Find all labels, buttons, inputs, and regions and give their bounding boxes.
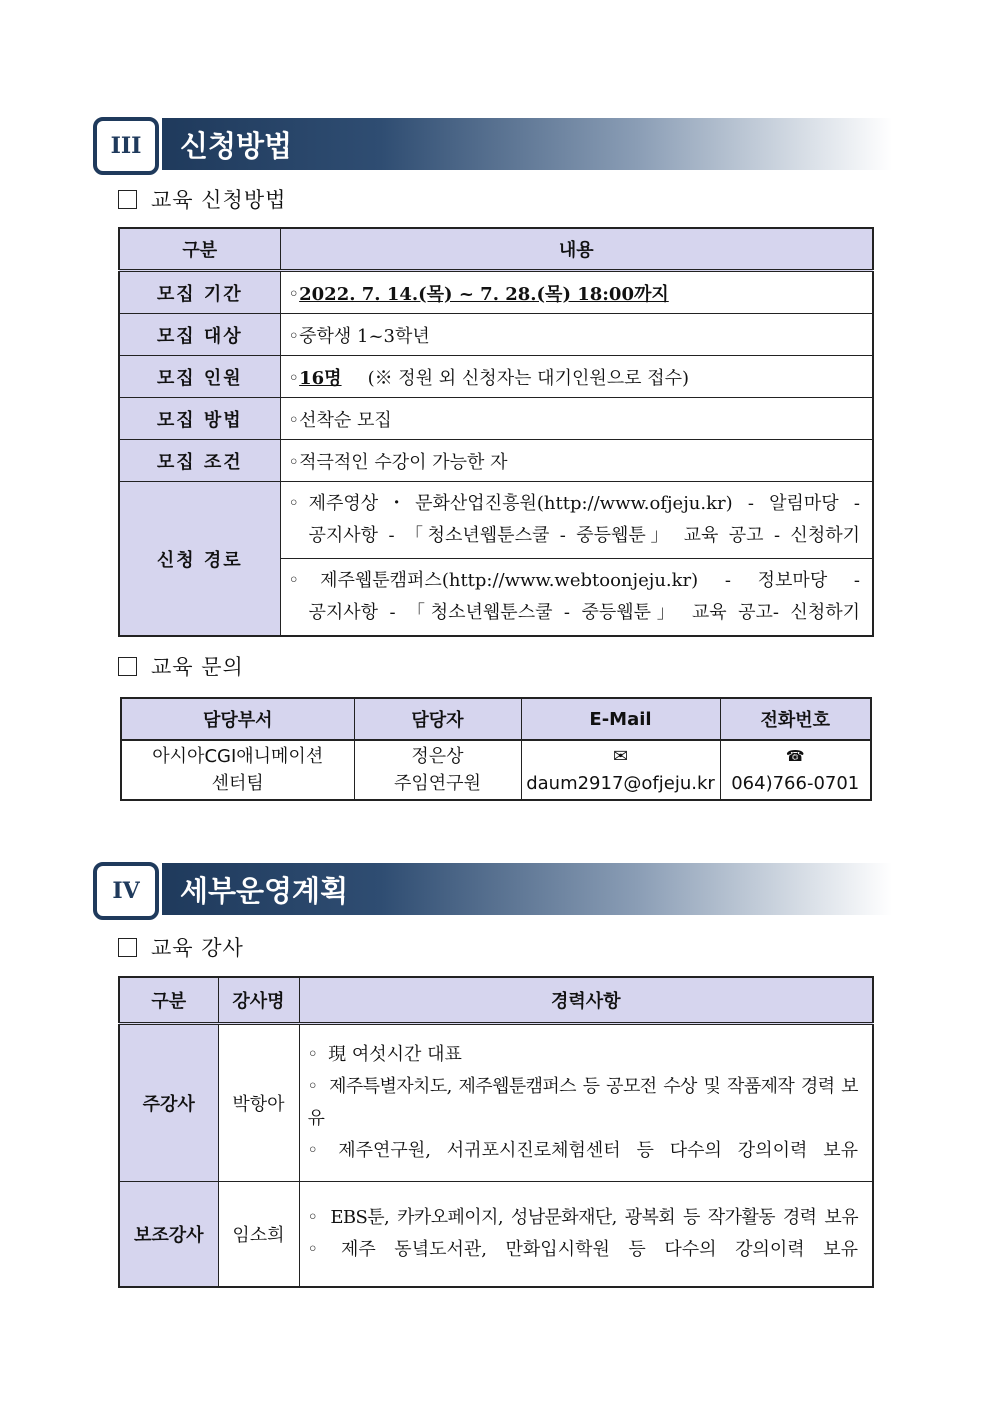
header-cell: 담당부서 bbox=[121, 698, 354, 740]
row-value bbox=[280, 356, 873, 398]
subheading-text: 교육 문의 bbox=[151, 655, 244, 679]
email-cell bbox=[521, 740, 720, 800]
bullet-icon: ◦ bbox=[288, 283, 300, 305]
table-row bbox=[119, 1182, 873, 1287]
career-item bbox=[308, 1234, 859, 1266]
subheading-text: 교육 신청방법 bbox=[151, 188, 287, 212]
dept-line: 아시아CGI애니메이션 bbox=[152, 746, 324, 767]
dept-line: 센터팀 bbox=[211, 773, 264, 794]
row-value bbox=[280, 440, 873, 482]
person-title: 주임연구원 bbox=[394, 773, 481, 794]
header-cell: 담당자 bbox=[354, 698, 521, 740]
table-header-row bbox=[121, 698, 871, 740]
header-cell: 전화번호 bbox=[720, 698, 871, 740]
row-value bbox=[280, 314, 873, 356]
header-cell: 내용 bbox=[280, 228, 873, 271]
mail-icon: ✉ bbox=[612, 746, 629, 767]
email-value[interactable]: daum2917@ofjeju.kr bbox=[526, 773, 715, 794]
contact-table bbox=[120, 697, 872, 801]
route-text: 제주웹툰캠퍼스(http://www.webtoonjeju.kr) - 정보마당 - bbox=[320, 570, 860, 591]
table-row bbox=[119, 314, 873, 356]
route-cell bbox=[280, 482, 873, 559]
subheading-apply bbox=[118, 184, 286, 214]
row-label: 모집 대상 bbox=[119, 314, 280, 356]
table-row bbox=[119, 356, 873, 398]
application-table bbox=[118, 227, 874, 637]
header-cell: 강사명 bbox=[218, 977, 299, 1024]
row-label: 모집 인원 bbox=[119, 356, 280, 398]
row-label: 모집 조건 bbox=[119, 440, 280, 482]
header-cell: 구분 bbox=[119, 977, 218, 1024]
career-item bbox=[308, 1202, 859, 1234]
checkbox-square-icon bbox=[118, 190, 137, 209]
section-title-bar bbox=[162, 863, 892, 915]
bullet-icon: ◦ bbox=[307, 1140, 329, 1161]
dept-cell bbox=[121, 740, 354, 800]
role-cell: 주강사 bbox=[119, 1024, 218, 1182]
row-label: 모집 방법 bbox=[119, 398, 280, 440]
route-line bbox=[289, 565, 861, 597]
section-title: 세부운영계획 bbox=[180, 873, 349, 908]
phone-cell bbox=[720, 740, 871, 800]
headcount-value: 16명 bbox=[299, 367, 342, 389]
bullet-icon: ◦ bbox=[288, 493, 309, 514]
career-item bbox=[308, 1071, 859, 1135]
career-text: 現 여섯시간 대표 bbox=[328, 1044, 462, 1065]
bullet-icon: ◦ bbox=[307, 1076, 320, 1097]
subheading-text: 교육 강사 bbox=[151, 936, 244, 960]
table-row bbox=[121, 740, 871, 800]
table-row bbox=[119, 1024, 873, 1182]
header-cell: 구분 bbox=[119, 228, 280, 271]
route-line: 공지사항 - 「청소년웹툰스쿨 - 중등웹툰」 교육 공고 - 신청하기 bbox=[308, 525, 860, 546]
checkbox-square-icon bbox=[118, 657, 137, 676]
name-cell: 임소희 bbox=[218, 1182, 299, 1287]
period-value: 2022. 7. 14.(목) ~ 7. 28.(목) 18:00까지 bbox=[299, 283, 669, 305]
person-name: 정은상 bbox=[411, 746, 464, 767]
career-cell bbox=[299, 1024, 873, 1182]
role-cell: 보조강사 bbox=[119, 1182, 218, 1287]
table-row bbox=[119, 398, 873, 440]
table-row bbox=[119, 440, 873, 482]
bullet-icon: ◦ bbox=[288, 325, 300, 347]
row-label: 모집 기간 bbox=[119, 271, 280, 314]
phone-icon: ☎ bbox=[785, 747, 805, 765]
subheading-contact bbox=[118, 651, 244, 681]
method-value: 선착순 모집 bbox=[299, 409, 392, 431]
name-cell: 박항아 bbox=[218, 1024, 299, 1182]
bullet-icon: ◦ bbox=[288, 409, 300, 431]
person-cell bbox=[354, 740, 521, 800]
career-text: 제주 동녘도서관, 만화입시학원 등 다수의 강의이력 보유 bbox=[340, 1238, 858, 1260]
route-line bbox=[289, 488, 861, 520]
row-value bbox=[280, 398, 873, 440]
career-cell bbox=[299, 1182, 873, 1287]
table-header-row bbox=[119, 228, 873, 271]
headcount-note: (※ 정원 외 신청자는 대기인원으로 접수) bbox=[367, 367, 690, 389]
header-cell: E-Mail bbox=[521, 698, 720, 740]
career-text: 제주연구원, 서귀포시진로체험센터 등 다수의 강의이력 보유 bbox=[338, 1140, 858, 1161]
section-title-bar bbox=[162, 118, 892, 170]
bullet-icon: ◦ bbox=[307, 1238, 331, 1260]
bullet-icon: ◦ bbox=[288, 570, 321, 591]
table-row bbox=[119, 482, 873, 559]
career-item bbox=[308, 1039, 859, 1071]
bullet-icon: ◦ bbox=[307, 1206, 321, 1228]
route-text: 제주영상・문화산업진흥원(http://www.ofjeju.kr) - 알림마당 - bbox=[308, 493, 860, 514]
career-text: EBS툰, 카카오페이지, 성남문화재단, 광복회 등 작가활동 경력 보유 bbox=[330, 1206, 858, 1228]
table-header-row bbox=[119, 977, 873, 1024]
section-title: 신청방법 bbox=[180, 128, 293, 163]
section-number-badge: III bbox=[93, 117, 159, 175]
bullet-icon: ◦ bbox=[307, 1044, 319, 1065]
route-line: 공지사항 - 「청소년웹툰스쿨 - 중등웹툰」 교육 공고- 신청하기 bbox=[308, 602, 860, 623]
route-cell bbox=[280, 559, 873, 637]
instructor-table bbox=[118, 976, 874, 1288]
career-text: 제주특별자치도, 제주웹툰캠퍼스 등 공모전 수상 및 작품제작 경력 보유 bbox=[307, 1076, 858, 1129]
header-cell: 경력사항 bbox=[299, 977, 873, 1024]
table-row bbox=[119, 271, 873, 314]
career-item bbox=[308, 1135, 859, 1167]
target-value: 중학생 1~3학년 bbox=[299, 325, 430, 347]
checkbox-square-icon bbox=[118, 938, 137, 957]
bullet-icon: ◦ bbox=[288, 451, 300, 473]
section-number-badge: IV bbox=[93, 862, 159, 920]
row-label: 신청 경로 bbox=[119, 482, 280, 637]
row-value bbox=[280, 271, 873, 314]
bullet-icon: ◦ bbox=[288, 367, 300, 389]
phone-value: 064)766-0701 bbox=[731, 773, 860, 794]
condition-value: 적극적인 수강이 가능한 자 bbox=[299, 451, 508, 473]
subheading-instructor bbox=[118, 932, 244, 962]
